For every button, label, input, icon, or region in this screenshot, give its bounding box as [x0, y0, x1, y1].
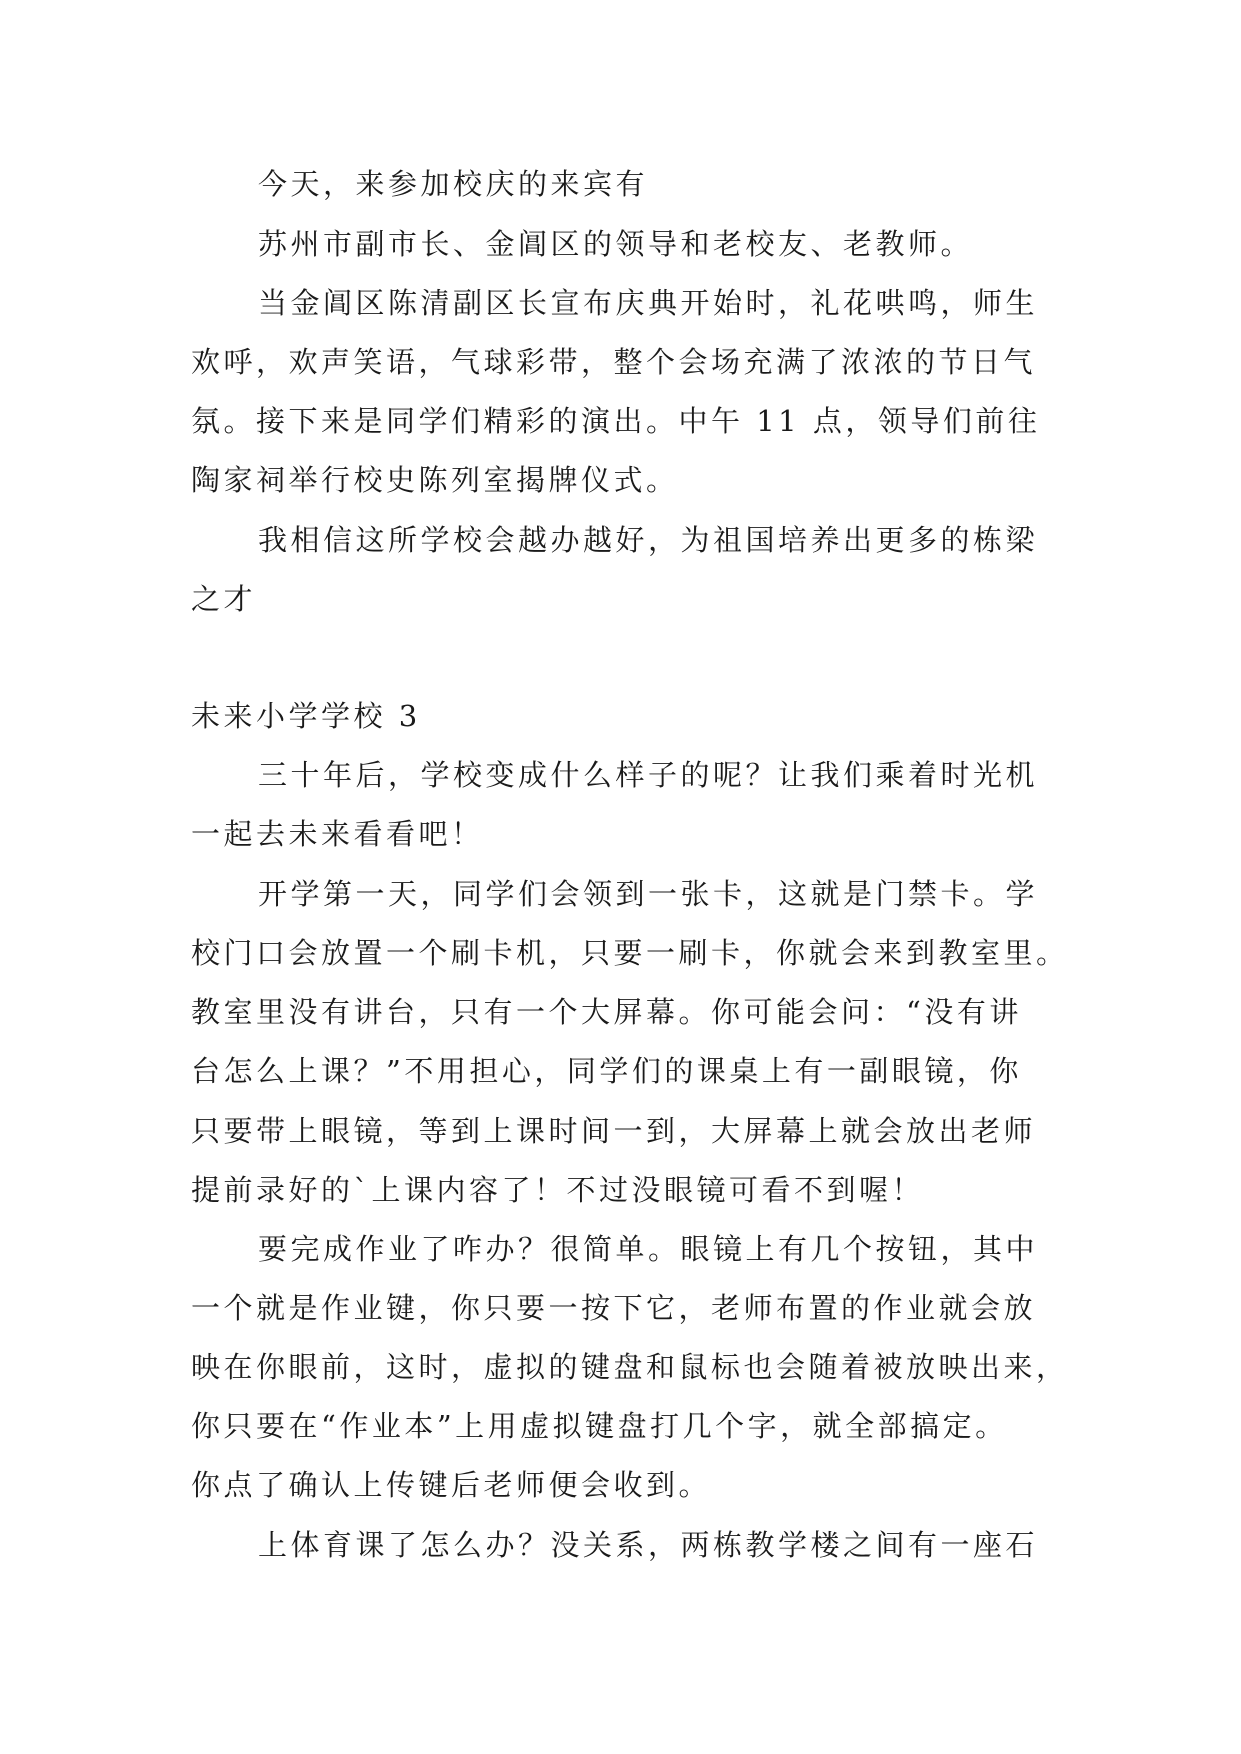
- paragraph-line: 提前录好的`上课内容了！不过没眼镜可看不到喔！: [191, 1173, 925, 1207]
- paragraph-line: 开学第一天，同学们会领到一张卡，这就是门禁卡。学: [258, 877, 1039, 911]
- paragraph-line: 陶家祠举行校史陈列室揭牌仪式。: [191, 463, 679, 497]
- paragraph-line: 你点了确认上传键后老师便会收到。: [191, 1468, 712, 1502]
- paragraph-line: 一起去未来看看吧！: [191, 817, 484, 851]
- paragraph-line: 台怎么上课？”不用担心，同学们的课桌上有一副眼镜，你: [191, 1054, 1022, 1088]
- paragraph-line: 欢呼，欢声笑语，气球彩带，整个会场充满了浓浓的节日气: [191, 345, 1037, 379]
- paragraph-line: 映在你眼前，这时，虚拟的键盘和鼠标也会随着被放映出来，: [191, 1350, 1069, 1384]
- section-title: 未来小学学校 3: [191, 699, 421, 733]
- paragraph-line: 你只要在“作业本”上用虚拟键盘打几个字，就全部搞定。: [191, 1409, 1008, 1443]
- paragraph-line: 要完成作业了咋办？很简单。眼镜上有几个按钮，其中: [258, 1232, 1039, 1266]
- paragraph-line: 之才: [191, 582, 257, 616]
- paragraph-line: 今天，来参加校庆的来宾有: [258, 167, 649, 201]
- paragraph-line: 我相信这所学校会越办越好，为祖国培养出更多的栋梁: [258, 523, 1039, 557]
- paragraph-line: 校门口会放置一个刷卡机，只要一刷卡，你就会来到教室里。: [191, 936, 1069, 970]
- paragraph-line: 一个就是作业键，你只要一按下它，老师布置的作业就会放: [191, 1291, 1037, 1325]
- paragraph-line: 教室里没有讲台，只有一个大屏幕。你可能会问：“没有讲: [191, 995, 1022, 1029]
- paragraph-line: 三十年后，学校变成什么样子的呢？让我们乘着时光机: [258, 758, 1039, 792]
- paragraph-line: 苏州市副市长、金阊区的领导和老校友、老教师。: [258, 227, 974, 261]
- paragraph-line: 只要带上眼镜，等到上课时间一到，大屏幕上就会放出老师: [191, 1114, 1037, 1148]
- paragraph-line: 上体育课了怎么办？没关系，两栋教学楼之间有一座石: [258, 1528, 1039, 1562]
- paragraph-line: 氛。接下来是同学们精彩的演出。中午 11 点，领导们前往: [191, 404, 1041, 438]
- paragraph-line: 当金阊区陈清副区长宣布庆典开始时，礼花哄鸣，师生: [258, 286, 1039, 320]
